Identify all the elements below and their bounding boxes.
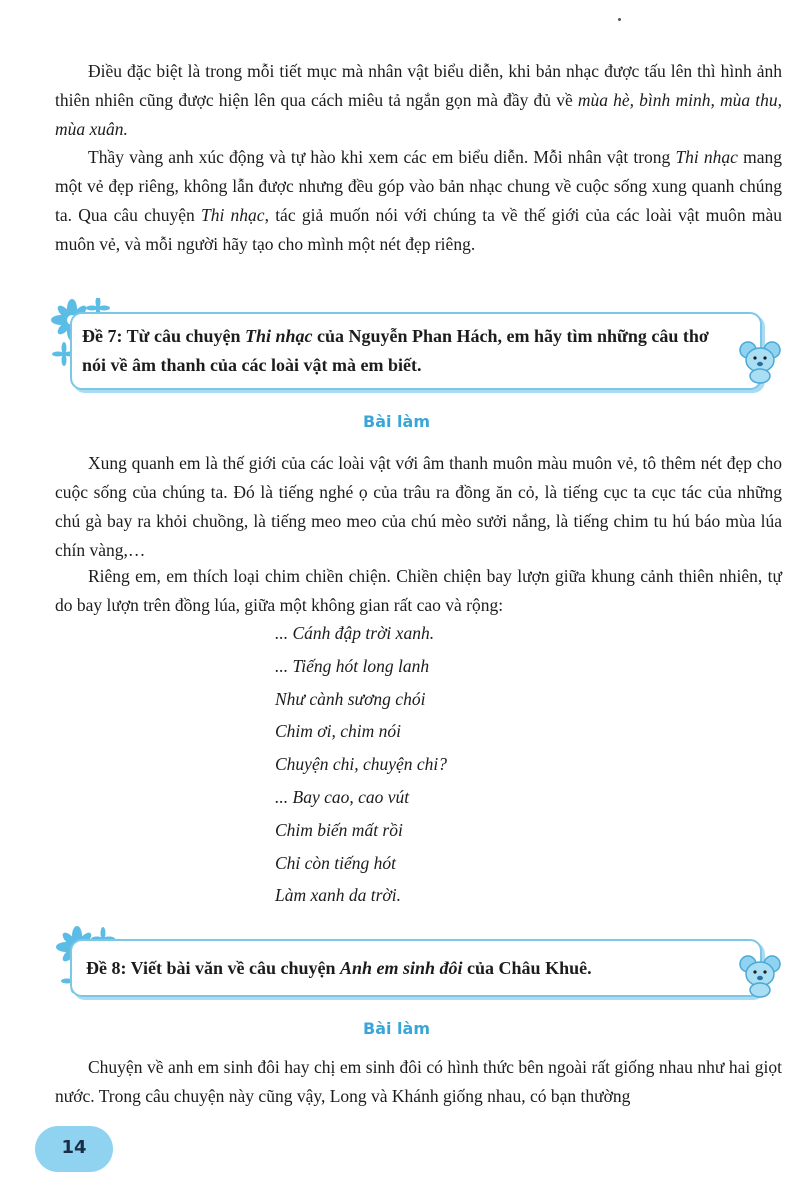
page-number: 14 <box>35 1126 113 1172</box>
poem-line: Chim biến mất rồi <box>275 819 403 840</box>
poem-line: Chim ơi, chim nói <box>275 721 402 742</box>
poem-line: Như cành sương chói <box>275 688 426 709</box>
paragraph-4: Riêng em, em thích loại chim chiền chiện. Chiền chiện bay lượn giữa khung cảnh thiên nhiên, tự do bay lượn trên đồng lúa, giữa một không gian rất cao và rộng: <box>55 566 782 615</box>
paragraph-1: Điều đặc biệt là trong mỗi tiết mục mà nhân vật biểu diễn, khi bản nhạc được tấu lên thì hình ảnh thiên nhiên cũng được hiện lên qua cách miêu tả ngắn gọn mà đầy đủ về mùa hè, bình minh, mùa thu, mùa xuân. <box>55 61 782 139</box>
poem-line: ... Bay cao, cao vút <box>275 786 410 807</box>
poem-line: Chuyện chi, chuyện chi? <box>275 754 448 775</box>
paragraph-3: Xung quanh em là thế giới của các loài vật với âm thanh muôn màu muôn vẻ, tô thêm nét đẹp cho cuộc sống của chúng ta. Đó là tiếng nghé ọ của trâu ra đồng ăn cỏ, là tiếng cục ta cục tác của những chú gà bay ra khỏi chuồng, là tiếng meo meo của chú mèo sưởi nắng, là tiếng chim tu hú báo mùa lúa chín vàng,… <box>55 453 782 560</box>
poem <box>275 617 447 912</box>
poem-line: Chỉ còn tiếng hót <box>275 852 397 873</box>
koala-icon <box>738 952 784 998</box>
koala-icon <box>738 338 784 384</box>
bai-lam-title: Bài làm <box>363 1019 430 1038</box>
paragraph-5: Chuyện về anh em sinh đôi hay chị em sinh đôi có hình thức bên ngoài rất giống nhau như hai giọt nước. Trong câu chuyện này cũng vậy, Long và Khánh giống nhau, có bạn thường <box>55 1057 782 1106</box>
print-speck <box>618 18 621 21</box>
poem-line: Làm xanh da trời. <box>275 885 402 906</box>
poem-line: ... Cánh đập trời xanh. <box>275 623 435 643</box>
de-7-heading: Đề 7: Từ câu chuyện Thi nhạc của Nguyễn Phan Hách, em hãy tìm những câu thơ nói về âm thanh của các loài vật mà em biết. <box>70 312 762 390</box>
paragraph-2: Thầy vàng anh xúc động và tự hào khi xem các em biểu diễn. Mỗi nhân vật trong Thi nhạc mang một vẻ đẹp riêng, không lẫn được nhưng đều góp vào bản nhạc chung về cuộc sống xung quanh chúng ta. Qua câu chuyện Thi nhạc, tác giả muốn nói với chúng ta về thế giới của các loài vật muôn màu muôn vẻ, và mỗi người hãy tạo cho mình một nét đẹp riêng. <box>55 147 782 254</box>
de-8-heading: Đề 8: Viết bài văn về câu chuyện Anh em sinh đôi của Châu Khuê. <box>70 939 762 997</box>
bai-lam-title: Bài làm <box>363 412 430 431</box>
poem-line: ... Tiếng hót long lanh <box>275 655 430 676</box>
